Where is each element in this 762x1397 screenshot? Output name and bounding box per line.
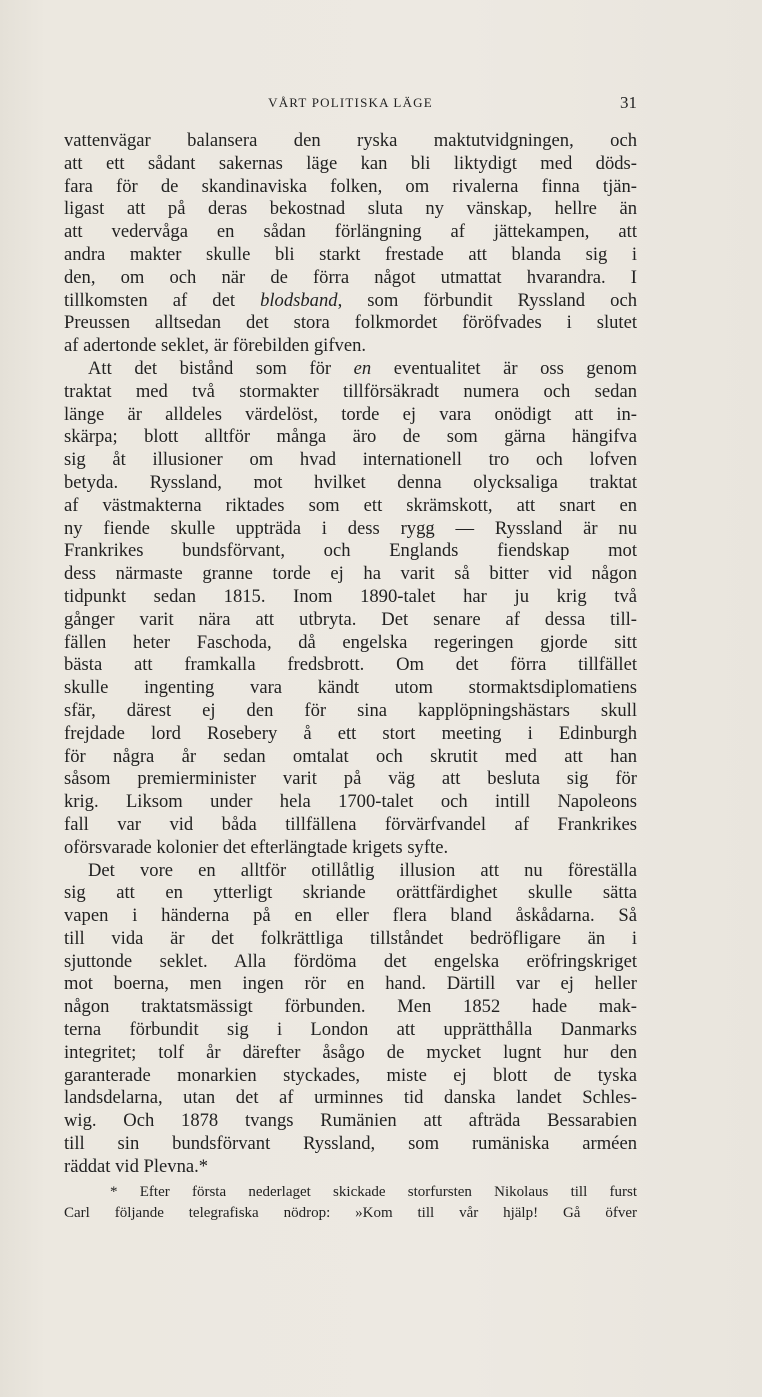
- text-line: terna förbundit sig i London att upprätthålla Danmarks: [64, 1019, 637, 1041]
- text-line: mot boerna, men ingen rör en hand. Därtill var ej heller: [64, 973, 637, 995]
- text-line: andra makter skulle bli starkt frestade att blanda sig i: [64, 243, 637, 265]
- text-line: sig åt illusioner om hvad internationell tro och lofven: [64, 449, 637, 471]
- text-line: att vedervåga en sådan förlängning af jättekampen, att: [64, 221, 637, 243]
- text-line: sfär, därest ej den för sina kapplöpningshästars skull: [64, 699, 637, 721]
- text-line: garanterade monarkien styckades, miste ej blott de tyska: [64, 1064, 637, 1086]
- running-title: VÅRT POLITISKA LÄGE: [268, 95, 433, 110]
- text-line: fara för de skandinaviska folken, om rivalerna finna tjän-: [64, 175, 637, 197]
- text-line: ny fiende skulle uppträda i dess rygg — Ryssland är nu: [64, 517, 637, 539]
- text-line: frejdade lord Rosebery å ett stort meeting i Edinburgh: [64, 722, 637, 744]
- footnote-line: * Efter första nederlaget skickade storfursten Nikolaus till furst: [110, 1184, 637, 1200]
- text-segment: tillkomsten af det: [64, 289, 261, 311]
- text-line: till sin bundsförvant Ryssland, som rumäniska arméen: [64, 1133, 637, 1155]
- text-line: den, om och när de förra något utmattat hvarandra. I: [64, 266, 637, 288]
- footnote: [64, 1182, 637, 1224]
- text-line: krig. Liksom under hela 1700-talet och intill Napoleons: [64, 791, 637, 813]
- footnote-line: Carl följande telegrafiska nödrop: »Kom till vår hjälp! Gå öfver: [64, 1205, 637, 1221]
- page-header: [64, 93, 637, 113]
- text-line: bästa att framkalla fredsbrott. Om det förra tillfället: [64, 654, 637, 676]
- paragraph-start-line: Det vore en alltför otillåtlig illusion att nu föreställa: [88, 859, 637, 881]
- text-segment: Att det bistånd som för: [88, 357, 354, 379]
- text-line-with-italic: [64, 290, 637, 313]
- text-line-with-italic: [64, 358, 637, 381]
- text-line: någon traktatsmässigt förbunden. Men 1852 hade mak-: [64, 996, 637, 1018]
- text-line: länge är alldeles värdelöst, torde ej vara onödigt att in-: [64, 403, 637, 425]
- text-line: skulle ingenting vara kändt utom stormaktsdiplomatiens: [64, 677, 637, 699]
- text-line: såsom premierminister varit på väg att besluta sig för: [64, 768, 637, 790]
- text-line: Frankrikes bundsförvant, och Englands fiendskap mot: [64, 540, 637, 562]
- text-line: dess närmaste granne torde ej ha varit så bitter vid någon: [64, 563, 637, 585]
- text-line: sjuttonde seklet. Alla fördöma det engelska eröfringskriget: [64, 950, 637, 972]
- text-line: wig. Och 1878 tvangs Rumänien att afträda Bessarabien: [64, 1110, 637, 1132]
- paragraph-end-line: af adertonde seklet, är förebilden gifven.: [64, 335, 367, 357]
- text-line: gånger varit nära att utbryta. Det senare af dessa till-: [64, 608, 637, 630]
- paragraph-end-line: oförsvarade kolonier det efterlängtade krigets syfte.: [64, 836, 449, 858]
- text-line: integritet; tolf år därefter åsågo de mycket lugnt hur den: [64, 1041, 637, 1063]
- text-line: Preussen alltsedan det stora folkmordet föröfvades i slutet: [64, 312, 637, 334]
- paragraph-end-line: räddat vid Plevna.*: [64, 1155, 209, 1177]
- text-segment: eventualitet är oss genom: [371, 357, 637, 379]
- text-line: att ett sådant sakernas läge kan bli liktydigt med döds-: [64, 152, 637, 174]
- main-text: [64, 130, 637, 1179]
- text-line: tidpunkt sedan 1815. Inom 1890-talet har ju krig två: [64, 585, 637, 607]
- text-line: vattenvägar balansera den ryska maktutvidgningen, och: [64, 130, 637, 151]
- text-line: till vida är det folkrättliga tillståndet bedröfligare än i: [64, 927, 637, 949]
- text-line: vapen i händerna på en eller flera bland åskådarna. Så: [64, 905, 637, 927]
- text-line: för några år sedan omtalat och skrutit med att han: [64, 745, 637, 767]
- italic-term: blodsband: [260, 289, 338, 311]
- italic-term: en: [353, 357, 372, 379]
- text-line: betyda. Ryssland, mot hvilket denna olycksaliga traktat: [64, 471, 637, 493]
- text-segment: , som förbundit Ryssland och: [337, 289, 637, 311]
- text-line: ligast att på deras bekostnad sluta ny vänskap, hellre än: [64, 198, 637, 220]
- text-line: skärpa; blott alltför många äro de som gärna hängifva: [64, 426, 637, 448]
- text-line: landsdelarna, utan det af urminnes tid danska landet Schles-: [64, 1087, 637, 1109]
- text-line: fall var vid båda tillfällena förvärfvandel af Frankrikes: [64, 813, 637, 835]
- text-line: sig att en ytterligt skriande orättfärdighet skulle sätta: [64, 882, 637, 904]
- text-line: af västmakterna riktades som ett skrämskott, att snart en: [64, 494, 637, 516]
- page-number: 31: [620, 93, 637, 112]
- text-line: fällen heter Faschoda, då engelska regeringen gjorde sitt: [64, 631, 637, 653]
- text-line: traktat med två stormakter tillförsäkradt numera och sedan: [64, 380, 637, 402]
